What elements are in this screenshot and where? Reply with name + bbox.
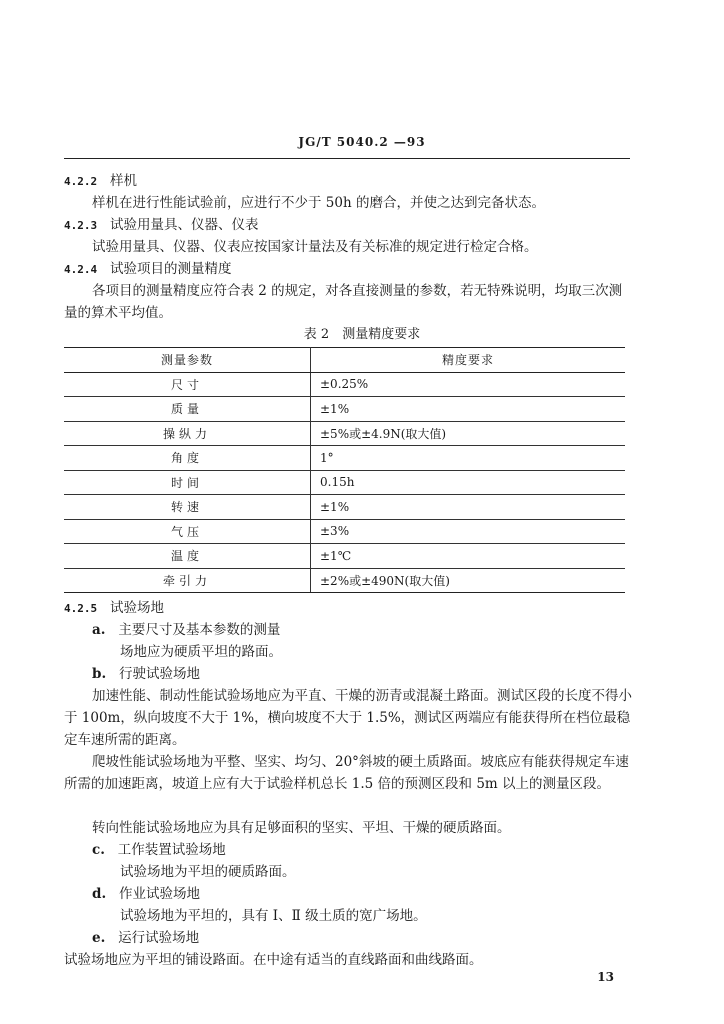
item-d-body: 试验场地为平坦的，具有 Ⅰ、Ⅱ 级土质的宽广场地。 — [120, 908, 427, 924]
item-b-paragraph-2: 爬坡性能试验场地为平整、坚实、均匀、20°斜坡的硬土质路面。坡底应有能获得规定车速所需的加速距离，坡道上应有大于试验样机总长 1.5 倍的预测区段和 5m 以上的测量区段。 — [64, 754, 629, 792]
section-4-2-5-heading — [64, 597, 164, 620]
item-c-body: 试验场地为平坦的硬质路面。 — [120, 864, 296, 880]
table-row — [64, 519, 625, 544]
section-4-2-4-heading — [64, 258, 232, 281]
item-b-heading — [92, 663, 200, 685]
item-title: 行驶试验场地 — [119, 666, 201, 682]
section-4-2-3-body: 试验用量具、仪器、仪表应按国家计量法及有关标准的规定进行检定合格。 — [92, 239, 538, 255]
section-4-2-3-heading — [64, 214, 259, 237]
section-title: 试验场地 — [110, 600, 164, 616]
item-e-body: 试验场地应为平坦的铺设路面。在中途有适当的直线路面和曲线路面。 — [64, 952, 483, 968]
parameter-cell: 时间 — [64, 470, 311, 495]
item-label: c. — [92, 842, 105, 858]
item-e-heading — [92, 927, 199, 949]
table-row — [64, 446, 625, 471]
header-rule — [64, 158, 630, 159]
section-4-2-2-heading — [64, 170, 137, 193]
column-header-parameter: 测量参数 — [64, 348, 311, 373]
item-label: a. — [92, 622, 106, 638]
parameter-cell: 尺寸 — [64, 372, 311, 397]
table-row — [64, 372, 625, 397]
section-title: 样机 — [110, 173, 137, 189]
table-row — [64, 568, 625, 593]
section-number: 4.2.3 — [64, 219, 98, 232]
precision-cell: 1° — [311, 446, 626, 471]
table-row — [64, 421, 625, 446]
item-title: 运行试验场地 — [118, 930, 200, 946]
precision-cell: 0.15h — [311, 470, 626, 495]
item-b-paragraph-3: 转向性能试验场地应为具有足够面积的坚实、平坦、干燥的硬质路面。 — [92, 820, 511, 836]
section-number: 4.2.5 — [64, 602, 98, 615]
item-a-body: 场地应为硬质平坦的路面。 — [120, 644, 282, 660]
section-number: 4.2.2 — [64, 175, 98, 188]
section-number: 4.2.4 — [64, 263, 98, 276]
precision-cell: ±3% — [311, 519, 626, 544]
item-label: d. — [92, 886, 107, 902]
precision-cell: ±1% — [311, 495, 626, 520]
parameter-cell: 气压 — [64, 519, 311, 544]
precision-cell: ±1℃ — [311, 544, 626, 569]
table-row — [64, 397, 625, 422]
section-4-2-2-body: 样机在进行性能试验前，应进行不少于 50h 的磨合，并使之达到完备状态。 — [92, 195, 545, 211]
section-4-2-4-body: 各项目的测量精度应符合表 2 的规定，对各直接测量的参数，若无特殊说明，均取三次测量的算术平均值。 — [64, 283, 623, 321]
precision-cell: ±0.25% — [311, 372, 626, 397]
item-c-heading — [92, 839, 226, 861]
parameter-cell: 转速 — [64, 495, 311, 520]
item-title: 工作装置试验场地 — [117, 842, 226, 858]
item-a-heading — [92, 619, 280, 641]
parameter-cell: 牵引力 — [64, 568, 311, 593]
page-header: JG/T 5040.2 —93 — [298, 135, 426, 149]
parameter-cell: 操纵力 — [64, 421, 311, 446]
precision-table — [64, 347, 625, 593]
column-header-precision: 精度要求 — [311, 348, 626, 373]
item-label: e. — [92, 930, 106, 946]
parameter-cell: 温度 — [64, 544, 311, 569]
parameter-cell: 质量 — [64, 397, 311, 422]
section-title: 试验项目的测量精度 — [110, 261, 232, 277]
table-row — [64, 495, 625, 520]
page-number: 13 — [597, 970, 614, 984]
table-row — [64, 544, 625, 569]
item-title: 作业试验场地 — [119, 886, 201, 902]
precision-cell: ±1% — [311, 397, 626, 422]
table-caption: 表 2 测量精度要求 — [303, 327, 421, 342]
table-header-row — [64, 348, 625, 373]
item-label: b. — [92, 666, 107, 682]
item-b-paragraph-1: 加速性能、制动性能试验场地应为平直、干燥的沥青或混凝土路面。测试区段的长度不得小于 100m，纵向坡度不大于 1%，横向坡度不大于 1.5%，测试区两端应有能获得所在档位最稳定车速所需的距离。 — [64, 688, 632, 748]
precision-cell: ±5%或±4.9N(取大值) — [311, 421, 626, 446]
precision-cell: ±2%或±490N(取大值) — [311, 568, 626, 593]
section-title: 试验用量具、仪器、仪表 — [110, 217, 259, 233]
parameter-cell: 角度 — [64, 446, 311, 471]
item-title: 主要尺寸及基本参数的测量 — [118, 622, 281, 638]
table-row — [64, 470, 625, 495]
item-d-heading — [92, 883, 200, 905]
